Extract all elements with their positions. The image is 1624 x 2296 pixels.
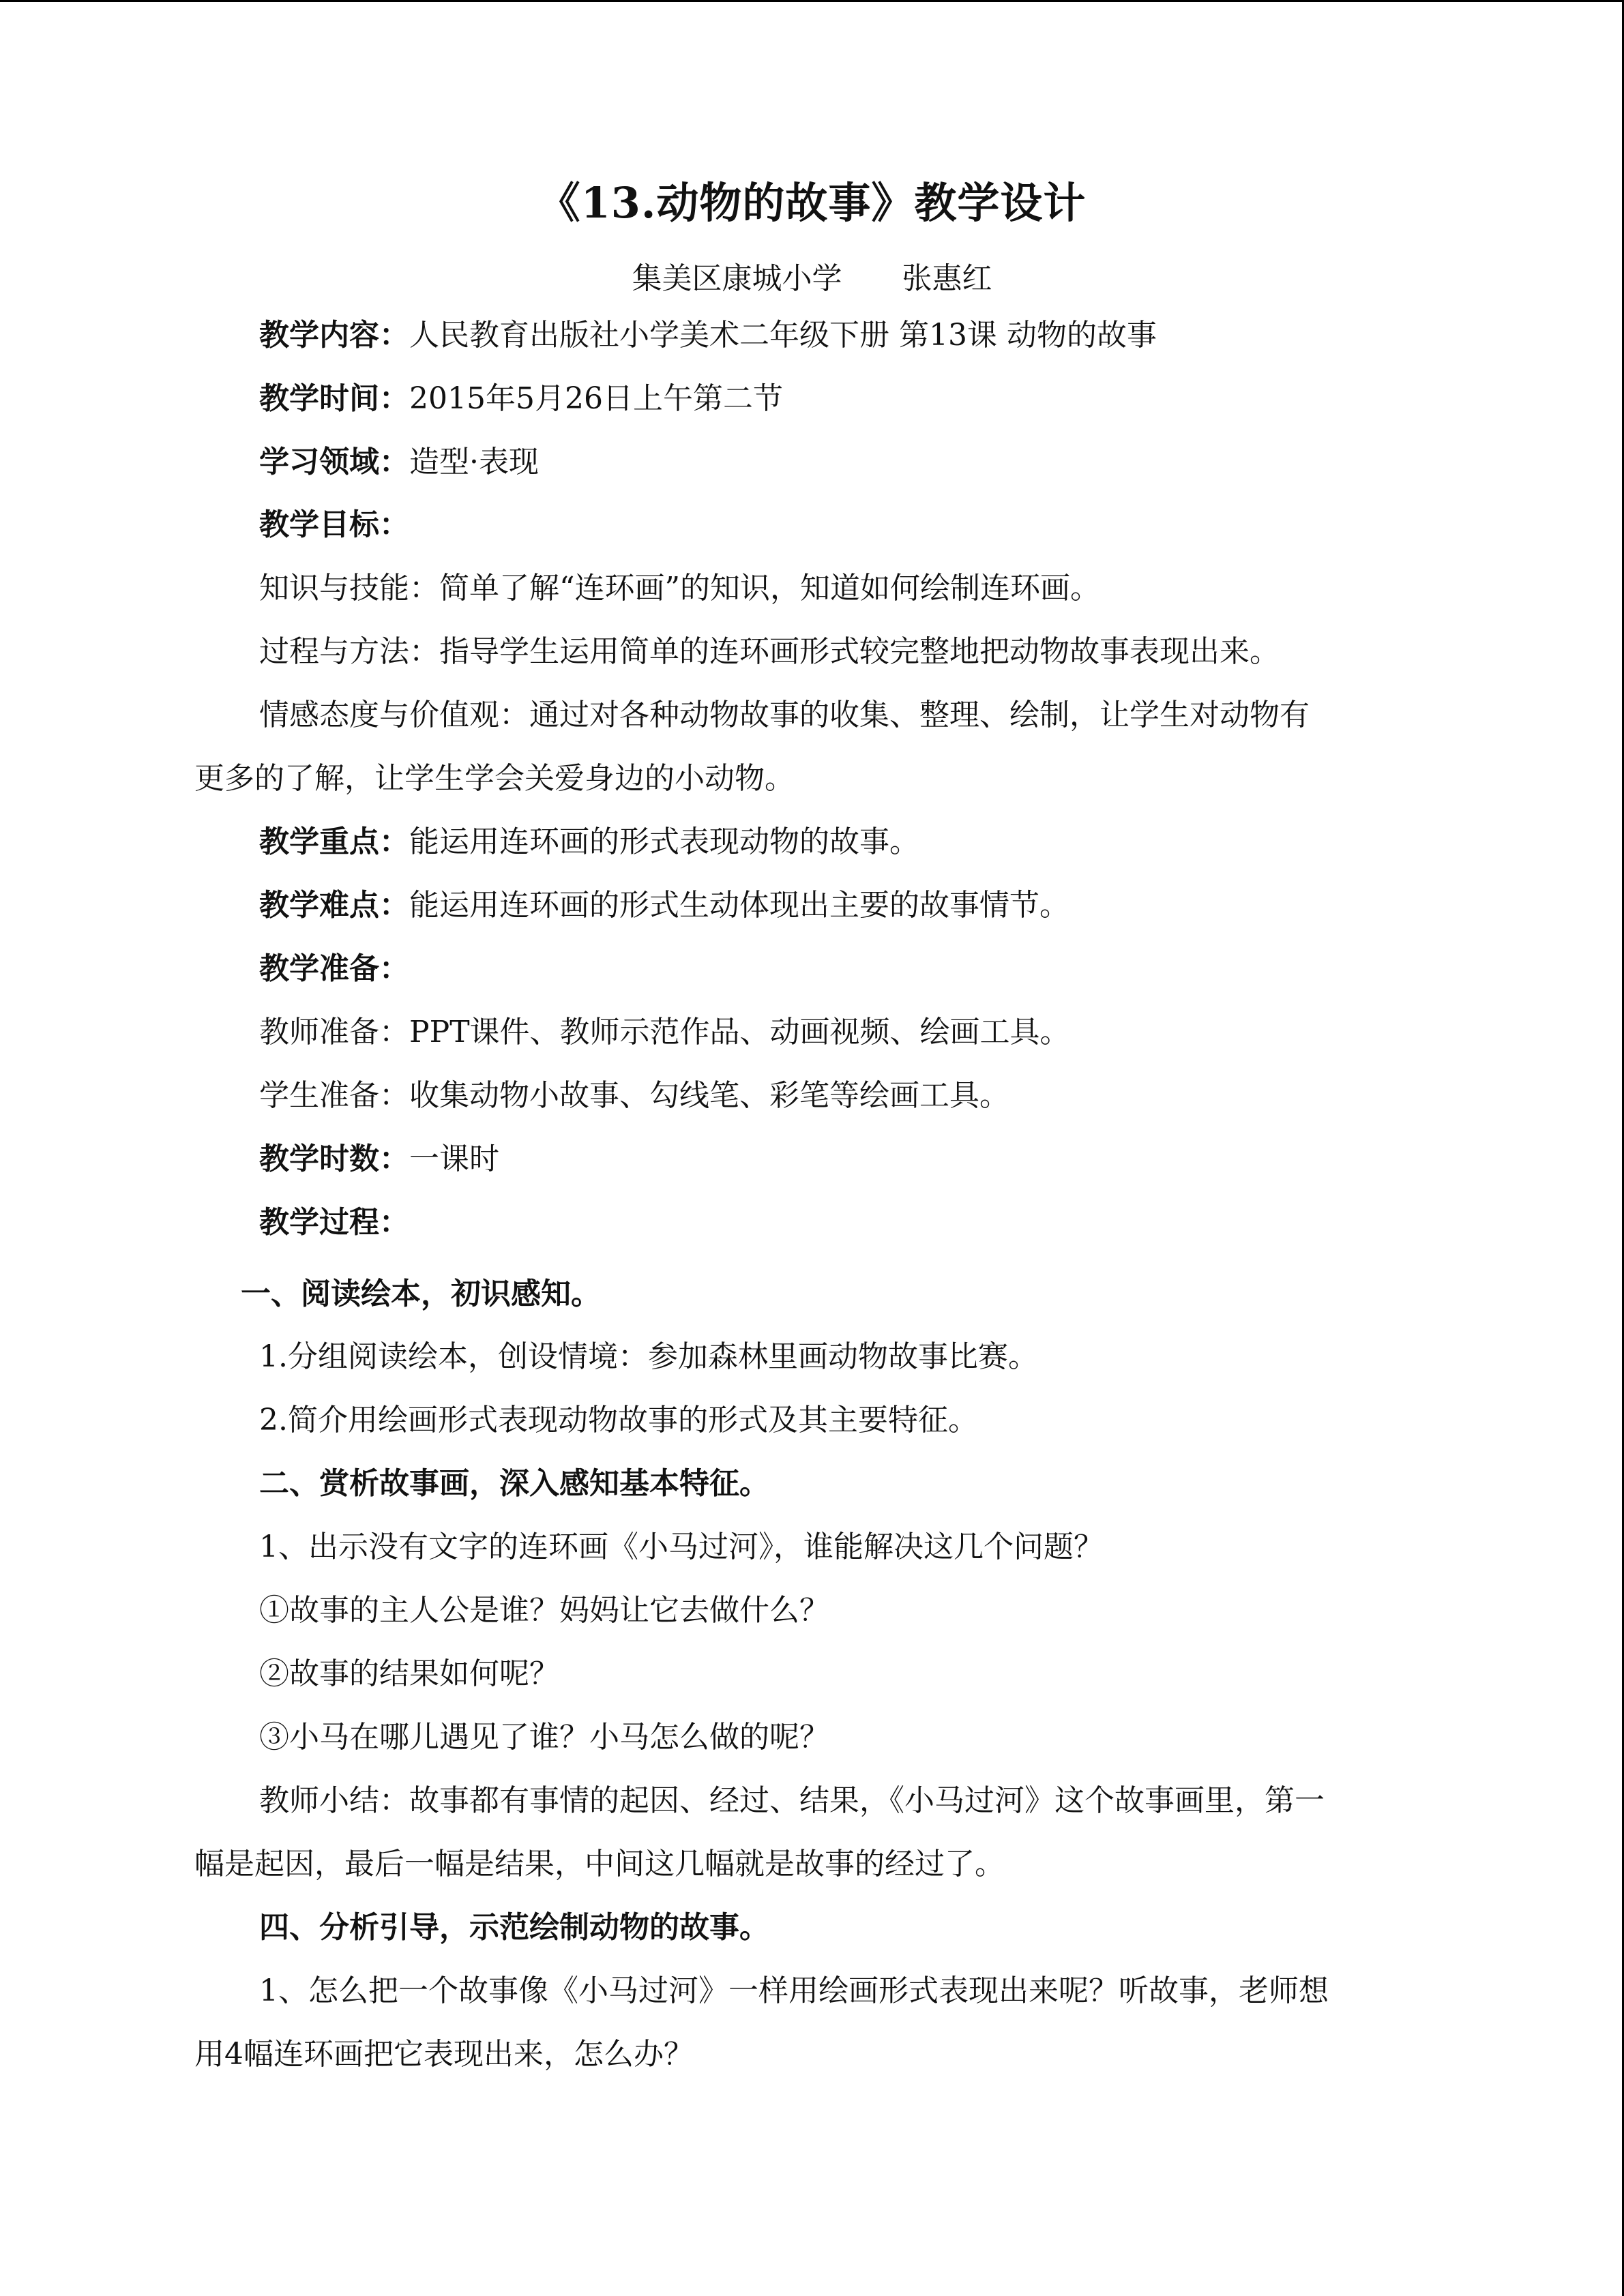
section1-title: 一、阅读绘本，初识感知。 (241, 1277, 601, 1311)
time-line (259, 378, 783, 419)
goal-emotion-line1: 情感态度与价值观：通过对各种动物故事的收集、整理、绘制，让学生对动物有 (259, 698, 1310, 732)
prep-label: 教学准备： (259, 951, 409, 986)
section2-title: 二、赏析故事画，深入感知基本特征。 (259, 1466, 769, 1501)
time-label: 教学时间： (259, 381, 409, 416)
process-label: 教学过程： (259, 1205, 409, 1240)
field-label: 学习领域： (259, 445, 409, 479)
section4-title: 四、分析引导，示范绘制动物的故事。 (259, 1910, 769, 1945)
difficulty-label: 教学难点： (259, 888, 409, 923)
section2-question3: ③小马在哪儿遇见了谁？小马怎么做的呢？ (259, 1720, 829, 1755)
time-text: 2015年5月26日上午第二节 (409, 381, 783, 416)
key-line (259, 822, 919, 863)
goal-emotion-line2: 更多的了解，让学生学会关爱身边的小动物。 (194, 761, 795, 796)
field-text: 造型·表现 (409, 445, 539, 479)
section1-item1: 1.分组阅读绘本，创设情境：参加森林里画动物故事比赛。 (259, 1339, 1038, 1374)
section2-item1: 1、出示没有文字的连环画《小马过河》，谁能解决这几个问题？ (259, 1530, 1104, 1564)
content-line (259, 315, 1157, 356)
section4-item1-line1: 1、怎么把一个故事像《小马过河》一样用绘画形式表现出来呢？听故事，老师想 (259, 1973, 1329, 2008)
key-label: 教学重点： (259, 824, 409, 859)
section2-summary-line1: 教师小结：故事都有事情的起因、经过、结果，《小马过河》这个故事画里，第一 (259, 1783, 1325, 1818)
content-text: 人民教育出版社小学美术二年级下册 第13课 动物的故事 (409, 318, 1157, 353)
document-author: 集美区康城小学 张惠红 (632, 261, 992, 296)
page-border-top (0, 0, 1624, 2)
difficulty-text: 能运用连环画的形式生动体现出主要的故事情节。 (409, 888, 1069, 923)
hours-label: 教学时数： (259, 1142, 409, 1176)
key-text: 能运用连环画的形式表现动物的故事。 (409, 824, 919, 859)
difficulty-line (259, 885, 1069, 926)
section2-question2: ②故事的结果如何呢？ (259, 1656, 559, 1691)
hours-line (259, 1139, 499, 1180)
section2-question1: ①故事的主人公是谁？妈妈让它去做什么？ (259, 1593, 829, 1628)
goals-label: 教学目标： (259, 507, 409, 542)
section4-item1-line2: 用4幅连环画把它表现出来，怎么办？ (194, 2037, 694, 2072)
section1-item2: 2.简介用绘画形式表现动物故事的形式及其主要特征。 (259, 1403, 978, 1437)
field-line (259, 442, 539, 483)
prep-student: 学生准备：收集动物小故事、勾线笔、彩笔等绘画工具。 (259, 1078, 1009, 1113)
goal-process: 过程与方法：指导学生运用简单的连环画形式较完整地把动物故事表现出来。 (259, 634, 1280, 669)
section2-summary-line2: 幅是起因，最后一幅是结果，中间这几幅就是故事的经过了。 (194, 1847, 1005, 1881)
document-title: 《13.动物的故事》教学设计 (537, 178, 1087, 228)
prep-teacher: 教师准备：PPT课件、教师示范作品、动画视频、绘画工具。 (259, 1015, 1070, 1049)
hours-text: 一课时 (409, 1142, 499, 1176)
content-label: 教学内容： (259, 318, 409, 353)
goal-knowledge: 知识与技能：简单了解“连环画”的知识，知道如何绘制连环画。 (259, 571, 1100, 606)
